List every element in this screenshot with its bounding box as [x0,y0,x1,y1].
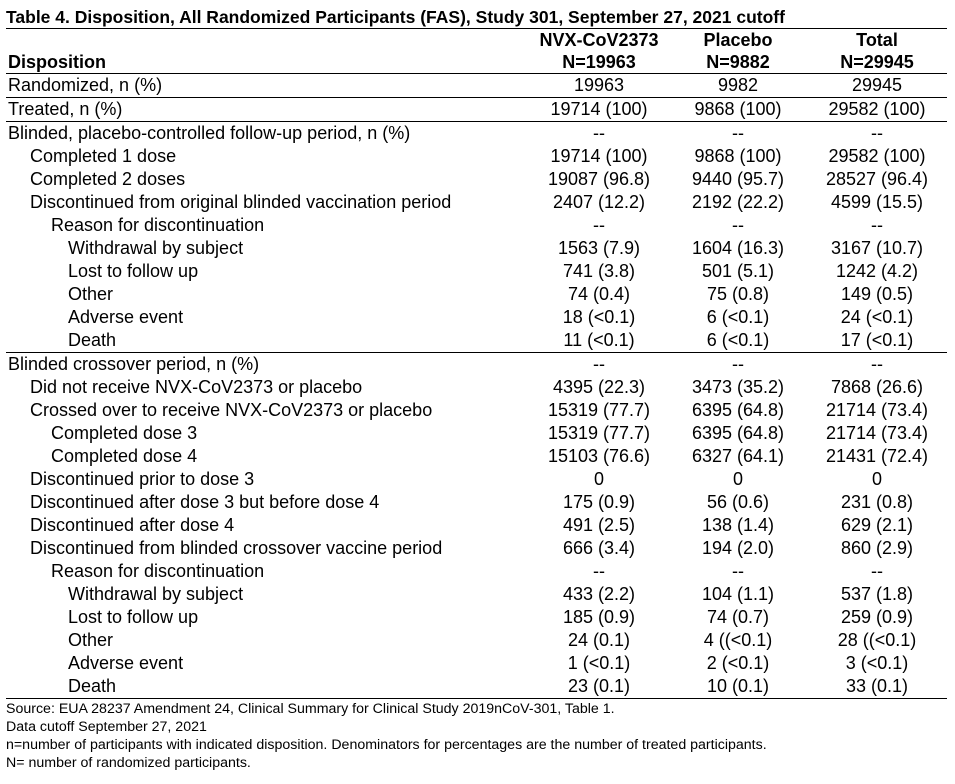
cell-nvx: 23 (0.1) [567,676,631,696]
row-label: Completed 2 doses [30,169,186,189]
row-label: Blinded crossover period, n (%) [8,354,260,374]
cell-total: 21714 (73.4) [825,423,929,443]
row-label: Adverse event [68,307,184,327]
table-row [6,422,947,445]
cell-placebo: -- [732,354,744,374]
row-label: Blinded, placebo-controlled follow-up period, n (%) [8,123,411,143]
table-row [6,606,947,629]
table-row [6,306,947,329]
cell-nvx: -- [593,561,605,581]
row-label: Adverse event [68,653,184,673]
row-label: Lost to follow up [68,261,199,281]
cell-total: 231 (0.8) [840,492,914,512]
cell-total: -- [871,123,883,143]
row-label: Treated, n (%) [6,98,529,122]
cell-placebo: 138 (1.4) [701,515,775,535]
cell-nvx: 19714 (100) [529,98,669,122]
table-row [6,629,947,652]
cell-nvx: 15103 (76.6) [547,446,651,466]
table-row [6,376,947,399]
cell-nvx: 175 (0.9) [562,492,636,512]
col-header-disposition: Disposition [6,51,529,74]
table-row [6,168,947,191]
table-title: Table 4. Disposition, All Randomized Participants (FAS), Study 301, September 27, 2021 cutoff [6,6,947,29]
cell-placebo: 1604 (16.3) [691,238,785,258]
cell-placebo: 9440 (95.7) [691,169,785,189]
row-label: Randomized, n (%) [6,74,529,98]
cell-nvx: 4395 (22.3) [552,377,646,397]
cell-total: 28 ((<0.1) [837,630,917,650]
cell-placebo: -- [732,215,744,235]
table-row [6,122,947,146]
table-bottom-rule [6,698,947,699]
cell-nvx: 15319 (77.7) [547,400,651,420]
cell-placebo: 75 (0.8) [706,284,770,304]
table-row [6,191,947,214]
footnote-n-definition: n=number of participants with indicated disposition. Denominators for percentages are the number of treated participants. [6,737,767,753]
cell-total: 7868 (26.6) [830,377,924,397]
cell-total: 4599 (15.5) [830,192,924,212]
disposition-table-document [6,6,947,772]
cell-total: -- [871,561,883,581]
cell-nvx: 741 (3.8) [562,261,636,281]
cell-total: 0 [871,469,882,489]
table-row [6,145,947,168]
cell-nvx: 491 (2.5) [562,515,636,535]
row-label: Discontinued prior to dose 3 [30,469,255,489]
cell-nvx: 666 (3.4) [562,538,636,558]
cell-nvx: 19963 [529,74,669,98]
row-label: Lost to follow up [68,607,199,627]
cell-nvx: 1563 (7.9) [557,238,641,258]
disposition-table [6,29,947,698]
cell-placebo: 194 (2.0) [701,538,775,558]
cell-nvx: 15319 (77.7) [547,423,651,443]
cell-placebo: 6 (<0.1) [669,329,807,353]
cell-nvx: 19087 (96.8) [547,169,651,189]
row-label: Completed dose 3 [51,423,198,443]
table-row [6,98,947,122]
cell-nvx: 24 (0.1) [567,630,631,650]
col-header-placebo: Placebo [703,30,773,50]
cell-nvx: 185 (0.9) [562,607,636,627]
cell-total: 629 (2.1) [840,515,914,535]
cell-total: 28527 (96.4) [825,169,929,189]
cell-total: 29582 (100) [807,98,947,122]
row-label: Reason for discontinuation [51,215,265,235]
table-row [6,514,947,537]
header-blank [6,29,529,51]
table-row [6,583,947,606]
row-label: Discontinued after dose 4 [30,515,235,535]
cell-total: 29582 (100) [828,146,926,166]
cell-placebo: -- [732,123,744,143]
cell-placebo: 6395 (64.8) [691,400,785,420]
cell-total: 24 (<0.1) [840,307,914,327]
table-row [6,652,947,675]
cell-placebo: 6395 (64.8) [691,423,785,443]
cell-total: 33 (0.1) [845,676,909,696]
cell-placebo: 4 ((<0.1) [703,630,773,650]
table-row [6,491,947,514]
table-row [6,560,947,583]
row-label: Discontinued from original blinded vaccination period [30,192,452,212]
cell-nvx: -- [593,354,605,374]
table-row [6,283,947,306]
row-label: Death [6,329,529,353]
cell-placebo: 501 (5.1) [701,261,775,281]
table-row [6,445,947,468]
col-n-nvx: N=19963 [529,51,669,74]
row-label: Crossed over to receive NVX-CoV2373 or placebo [30,400,433,420]
row-label: Other [68,284,114,304]
table-row [6,237,947,260]
cell-total: -- [871,354,883,374]
table-row [6,353,947,377]
table-body [6,74,947,699]
cell-total: 21714 (73.4) [825,400,929,420]
cell-placebo: 9868 (100) [669,98,807,122]
cell-nvx: 19714 (100) [550,146,648,166]
cell-placebo: -- [732,561,744,581]
table-row [6,214,947,237]
row-label: Completed dose 4 [51,446,198,466]
cell-nvx: 1 (<0.1) [567,653,631,673]
cell-placebo: 6327 (64.1) [691,446,785,466]
cell-placebo: 56 (0.6) [706,492,770,512]
cell-placebo: 74 (0.7) [706,607,770,627]
col-header-total: Total [856,30,898,50]
cell-total: 29945 [807,74,947,98]
footnote-source: Source: EUA 28237 Amendment 24, Clinical Summary for Clinical Study 2019nCoV-301, Table 1. [6,701,615,717]
cell-nvx: 0 [593,469,604,489]
cell-placebo: 9982 [669,74,807,98]
cell-placebo: 2 (<0.1) [706,653,770,673]
cell-placebo: 0 [732,469,743,489]
cell-nvx: 2407 (12.2) [552,192,646,212]
cell-total: 21431 (72.4) [825,446,929,466]
cell-placebo: 3473 (35.2) [691,377,785,397]
cell-nvx: -- [593,123,605,143]
row-label: Completed 1 dose [30,146,177,166]
cell-total: 537 (1.8) [840,584,914,604]
row-label: Discontinued from blinded crossover vaccine period [30,538,443,558]
row-label: Withdrawal by subject [68,238,244,258]
cell-nvx: 11 (<0.1) [529,329,669,353]
table-row [6,537,947,560]
cell-placebo: 6 (<0.1) [706,307,770,327]
table-row [6,468,947,491]
cell-total: 1242 (4.2) [835,261,919,281]
cell-total: 259 (0.9) [840,607,914,627]
footnote-N-definition: N= number of randomized participants. [6,755,251,771]
footnotes [6,701,947,772]
cell-total: 149 (0.5) [840,284,914,304]
row-label: Reason for discontinuation [51,561,265,581]
header-row-names [6,29,947,51]
cell-nvx: -- [593,215,605,235]
cell-placebo: 9868 (100) [694,146,782,166]
row-label: Discontinued after dose 3 but before dose 4 [30,492,380,512]
cell-placebo: 104 (1.1) [701,584,775,604]
header-row-n [6,51,947,74]
table-row [6,675,947,698]
cell-total: 860 (2.9) [840,538,914,558]
table-row [6,399,947,422]
row-label: Withdrawal by subject [68,584,244,604]
cell-total: 3 (<0.1) [845,653,909,673]
col-header-nvx: NVX-CoV2373 [539,30,659,50]
col-n-total: N=29945 [807,51,947,74]
row-label: Did not receive NVX-CoV2373 or placebo [30,377,363,397]
cell-nvx: 433 (2.2) [562,584,636,604]
row-label: Death [68,676,117,696]
cell-nvx: 74 (0.4) [567,284,631,304]
row-label: Other [68,630,114,650]
cell-total: 17 (<0.1) [807,329,947,353]
table-row [6,329,947,353]
cell-nvx: 18 (<0.1) [562,307,636,327]
footnote-cutoff: Data cutoff September 27, 2021 [6,719,207,735]
table-row [6,260,947,283]
cell-placebo: 2192 (22.2) [691,192,785,212]
table-row [6,74,947,98]
cell-placebo: 10 (0.1) [706,676,770,696]
col-n-placebo: N=9882 [669,51,807,74]
cell-total: 3167 (10.7) [830,238,924,258]
cell-total: -- [871,215,883,235]
